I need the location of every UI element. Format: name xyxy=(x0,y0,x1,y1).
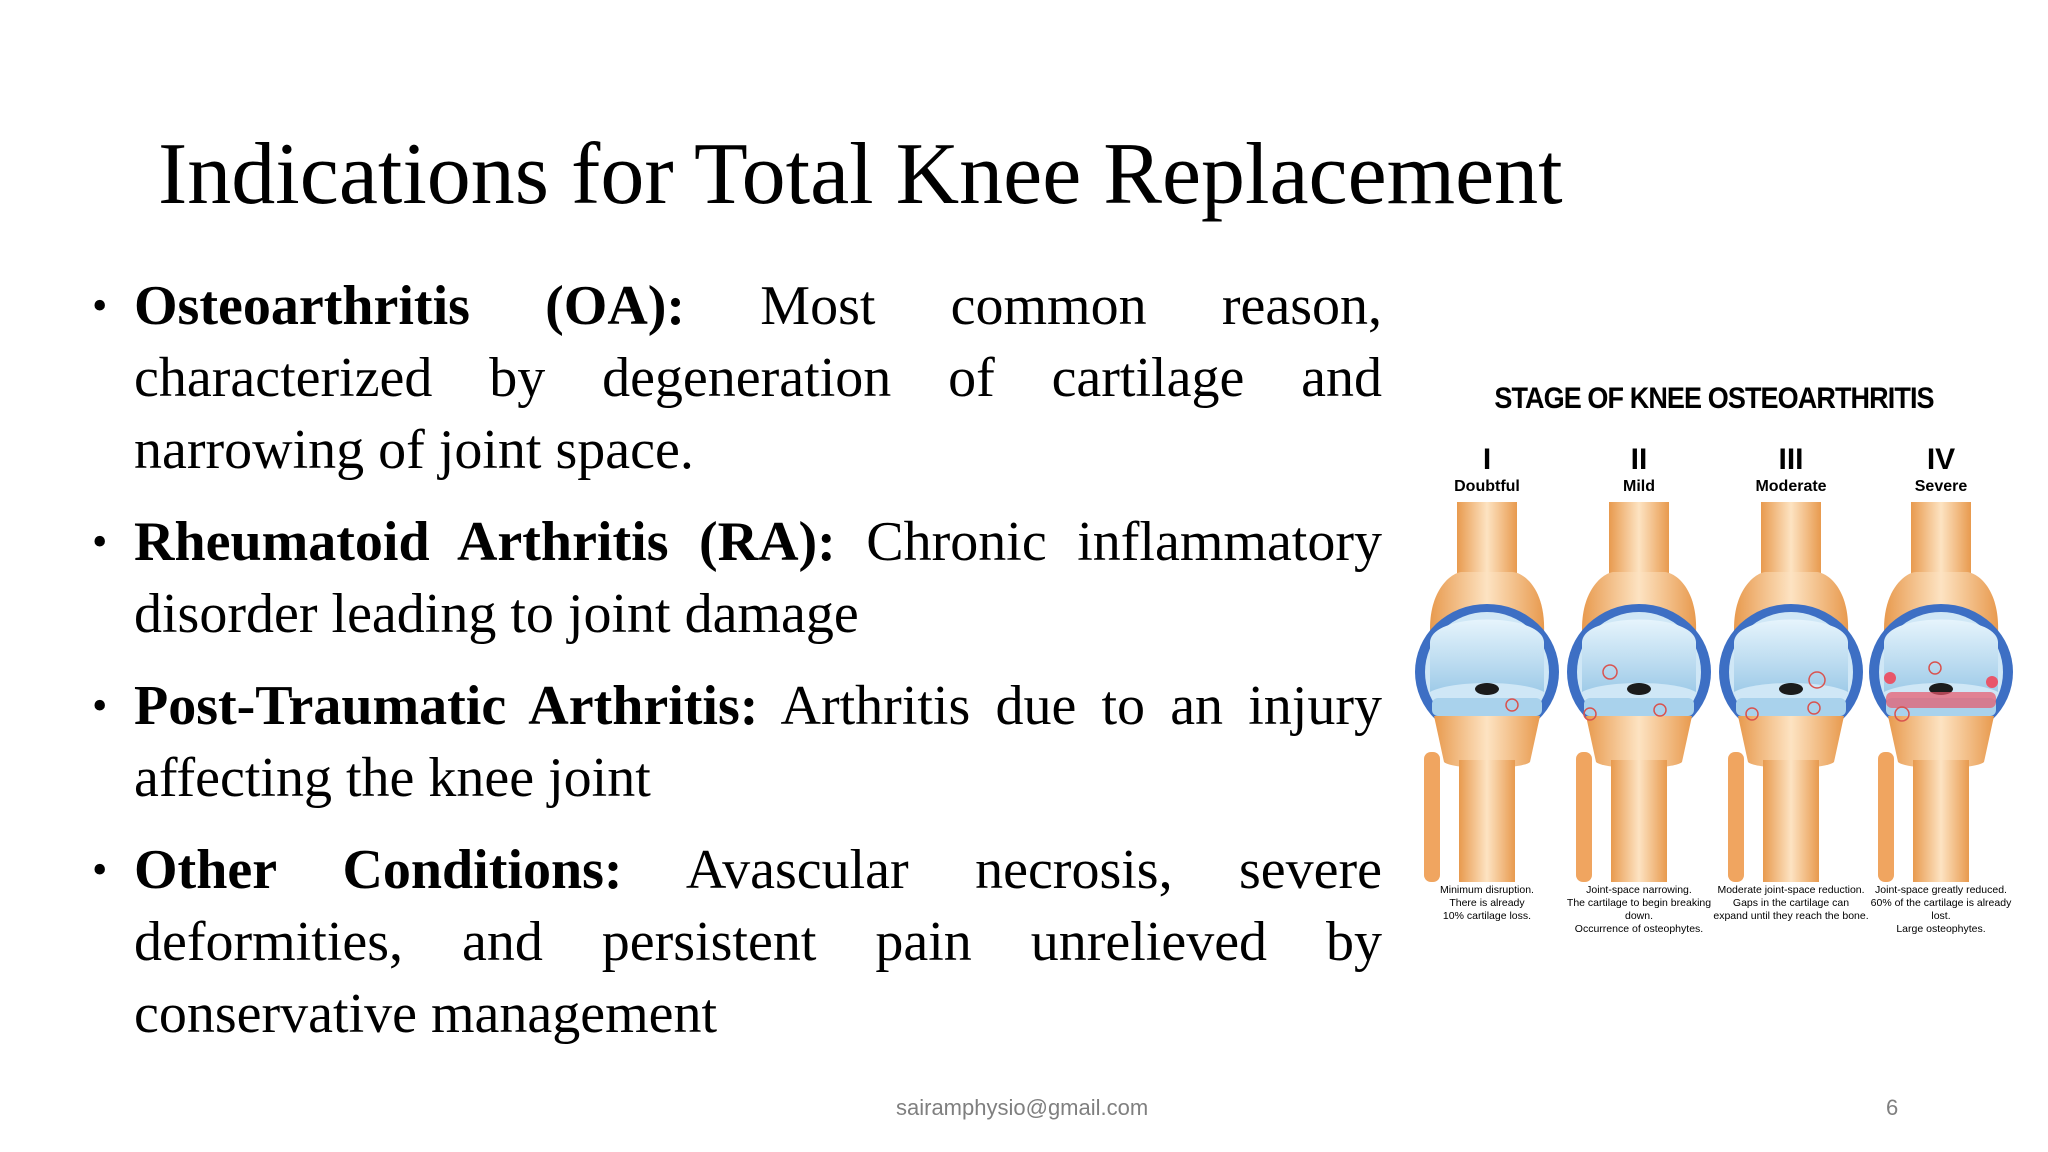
stage-caption-1 xyxy=(1407,884,1567,923)
caption-line: The cartilage to begin breaking down. xyxy=(1566,897,1712,922)
slide-title: Indications for Total Knee Replacement xyxy=(158,126,1563,223)
knee-stage-3-drawing xyxy=(1719,502,1863,882)
figure-title: STAGE OF KNEE OSTEOARTHRITIS xyxy=(1494,382,1934,415)
stage-number: II xyxy=(1630,443,1648,476)
stage-caption-4 xyxy=(1861,884,2021,936)
bullet-text: Arthritis due to an injury affecting the knee joint xyxy=(134,675,1382,809)
page-number: 6 xyxy=(1886,1095,1899,1120)
knee-oa-stages-figure xyxy=(1412,372,2016,935)
stage-label-3 xyxy=(1716,444,1866,498)
bullet-heading: Osteoarthritis (OA): xyxy=(134,275,686,337)
bullet-other-conditions xyxy=(92,834,1382,1050)
bullet-dot: • xyxy=(92,281,108,330)
caption-line: Moderate joint-space reduction. xyxy=(1717,884,1865,896)
bullet-rheumatoid-arthritis xyxy=(92,506,1382,650)
footer-email: sairamphysio@gmail.com xyxy=(896,1095,1149,1120)
stage-name: Moderate xyxy=(1755,478,1827,495)
stage-name: Mild xyxy=(1623,478,1655,495)
stage-name: Doubtful xyxy=(1454,478,1520,495)
bullet-heading: Other Conditions: xyxy=(134,839,623,901)
caption-line: Joint-space narrowing. xyxy=(1586,884,1692,896)
knee-stage-4-drawing xyxy=(1869,502,2013,882)
stage-caption-2 xyxy=(1559,884,1719,936)
bullet-heading: Rheumatoid Arthritis (RA): xyxy=(134,511,836,573)
bullet-dot: • xyxy=(92,845,108,894)
bullet-dot: • xyxy=(92,681,108,730)
caption-line: Minimum disruption. xyxy=(1440,884,1534,896)
caption-line: 10% cartilage loss. xyxy=(1442,910,1532,922)
stage-label-1 xyxy=(1412,444,1562,498)
indications-list xyxy=(92,270,1382,1070)
knee-stages-illustration xyxy=(1412,502,2016,882)
caption-line: Gaps in the cartilage can xyxy=(1732,897,1850,909)
stage-caption-3 xyxy=(1711,884,1871,923)
caption-line: expand until they reach the bone. xyxy=(1713,910,1869,922)
stage-label-2 xyxy=(1564,444,1714,498)
stage-number: I xyxy=(1482,443,1492,476)
stage-name: Severe xyxy=(1914,478,1968,495)
caption-line: Joint-space greatly reduced. xyxy=(1875,884,2007,896)
bullet-heading: Post-Traumatic Arthritis: xyxy=(134,675,759,737)
knee-stage-2-drawing xyxy=(1567,502,1711,882)
caption-line: 60% of the cartilage is already lost. xyxy=(1870,897,2012,922)
bullet-text: Avascular necrosis, severe deformities, and persistent pain unrelieved by conservative management xyxy=(134,839,1382,1045)
caption-line: Large osteophytes. xyxy=(1896,923,1986,935)
stage-number: III xyxy=(1778,443,1804,476)
stage-number: IV xyxy=(1926,443,1956,476)
bullet-text: Most common reason, characterized by degeneration of cartilage and narrowing of joint space. xyxy=(134,275,1382,481)
bullet-osteoarthritis xyxy=(92,270,1382,486)
bullet-dot: • xyxy=(92,517,108,566)
caption-line: Occurrence of osteophytes. xyxy=(1574,923,1704,935)
caption-line: There is already xyxy=(1449,897,1525,909)
knee-stage-1-drawing xyxy=(1415,502,1559,882)
stage-label-4 xyxy=(1866,444,2016,498)
bullet-post-traumatic-arthritis xyxy=(92,670,1382,814)
bullet-text: Chronic inflammatory disorder leading to joint damage xyxy=(134,511,1383,645)
